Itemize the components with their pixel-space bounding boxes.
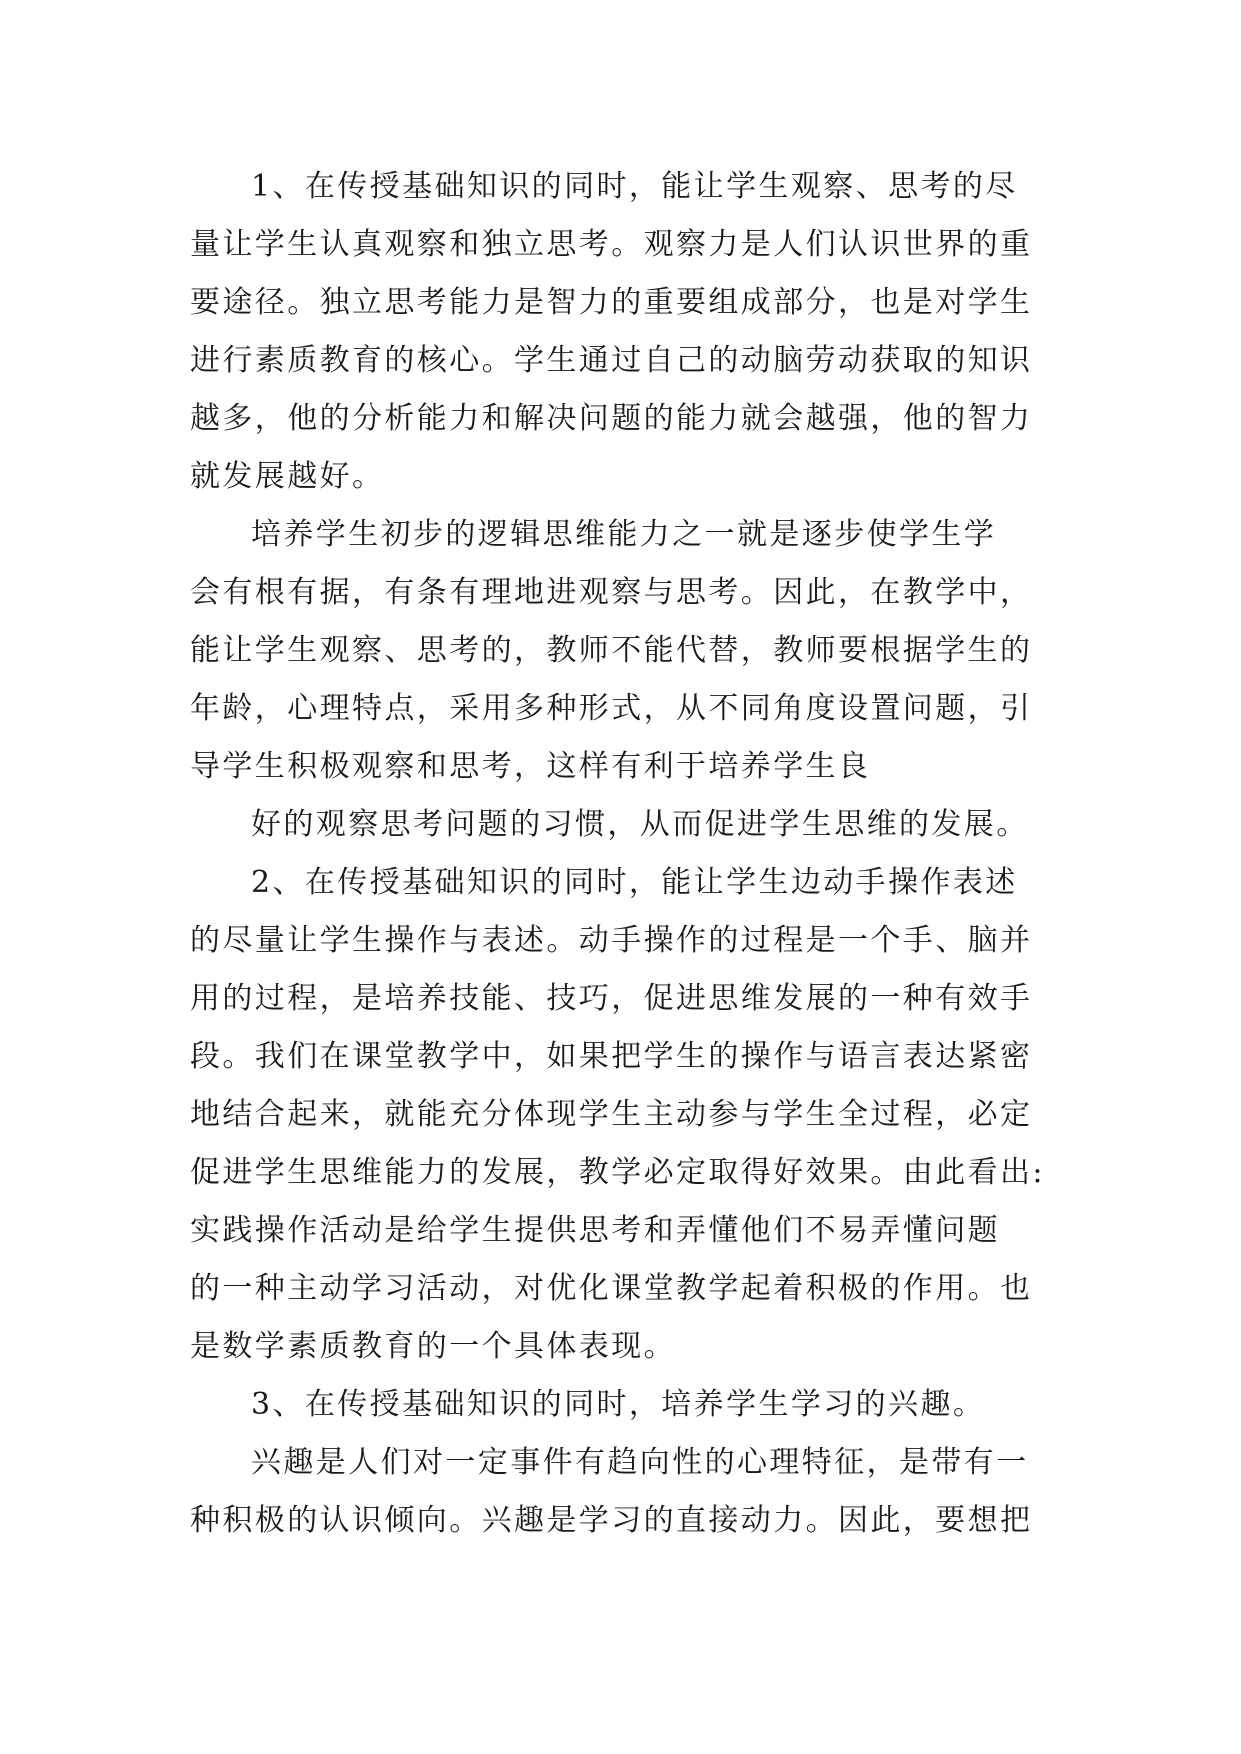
text-line: 越多，他的分析能力和解决问题的能力就会越强，他的智力	[190, 401, 1033, 436]
text-line: 进行素质教育的核心。学生通过自己的动脑劳动获取的知识	[190, 343, 1033, 378]
text-line: 用的过程，是培养技能、技巧，促进思维发展的一种有效手	[190, 981, 1033, 1016]
text-line: 好的观察思考问题的习惯，从而促进学生思维的发展。	[251, 807, 1029, 842]
text-line: 1、在传授基础知识的同时，能让学生观察、思考的尽	[251, 169, 1018, 204]
text-line: 段。我们在课堂教学中，如果把学生的操作与语言表达紧密	[190, 1039, 1033, 1074]
text-line: 是数学素质教育的一个具体表现。	[190, 1329, 676, 1364]
text-line: 就发展越好。	[190, 459, 385, 494]
paragraph-3	[190, 796, 1050, 854]
text-line: 导学生积极观察和思考，这样有利于培养学生良	[190, 749, 871, 784]
text-line: 能让学生观察、思考的，教师不能代替，教师要根据学生的	[190, 633, 1033, 668]
paragraph-6	[190, 1434, 1050, 1550]
text-line: 2、在传授基础知识的同时，能让学生边动手操作表述	[251, 865, 1018, 900]
text-line: 实践操作活动是给学生提供思考和弄懂他们不易弄懂问题	[190, 1213, 1000, 1248]
text-line: 会有根有据，有条有理地进观察与思考。因此，在教学中，	[190, 575, 1033, 610]
text-line: 的一种主动学习活动，对优化课堂教学起着积极的作用。也	[190, 1271, 1033, 1306]
paragraph-4	[190, 854, 1050, 1376]
text-line: 量让学生认真观察和独立思考。观察力是人们认识世界的重	[190, 227, 1033, 262]
text-line: 的尽量让学生操作与表述。动手操作的过程是一个手、脑并	[190, 923, 1033, 958]
text-line: 年龄，心理特点，采用多种形式，从不同角度设置问题，引	[190, 691, 1033, 726]
text-line: 3、在传授基础知识的同时，培养学生学习的兴趣。	[251, 1387, 986, 1422]
paragraph-1	[190, 158, 1050, 506]
text-line: 地结合起来，就能充分体现学生主动参与学生全过程，必定	[190, 1097, 1033, 1132]
text-line: 要途径。独立思考能力是智力的重要组成部分，也是对学生	[190, 285, 1033, 320]
paragraph-2	[190, 506, 1050, 796]
text-line: 促进学生思维能力的发展，教学必定取得好效果。由此看出:	[190, 1155, 1045, 1190]
text-line: 兴趣是人们对一定事件有趋向性的心理特征，是带有一	[251, 1445, 1029, 1480]
text-line: 种积极的认识倾向。兴趣是学习的直接动力。因此，要想把	[190, 1503, 1033, 1538]
document-body	[190, 158, 1050, 1550]
text-line: 培养学生初步的逻辑思维能力之一就是逐步使学生学	[251, 517, 997, 552]
paragraph-5	[190, 1376, 1050, 1434]
